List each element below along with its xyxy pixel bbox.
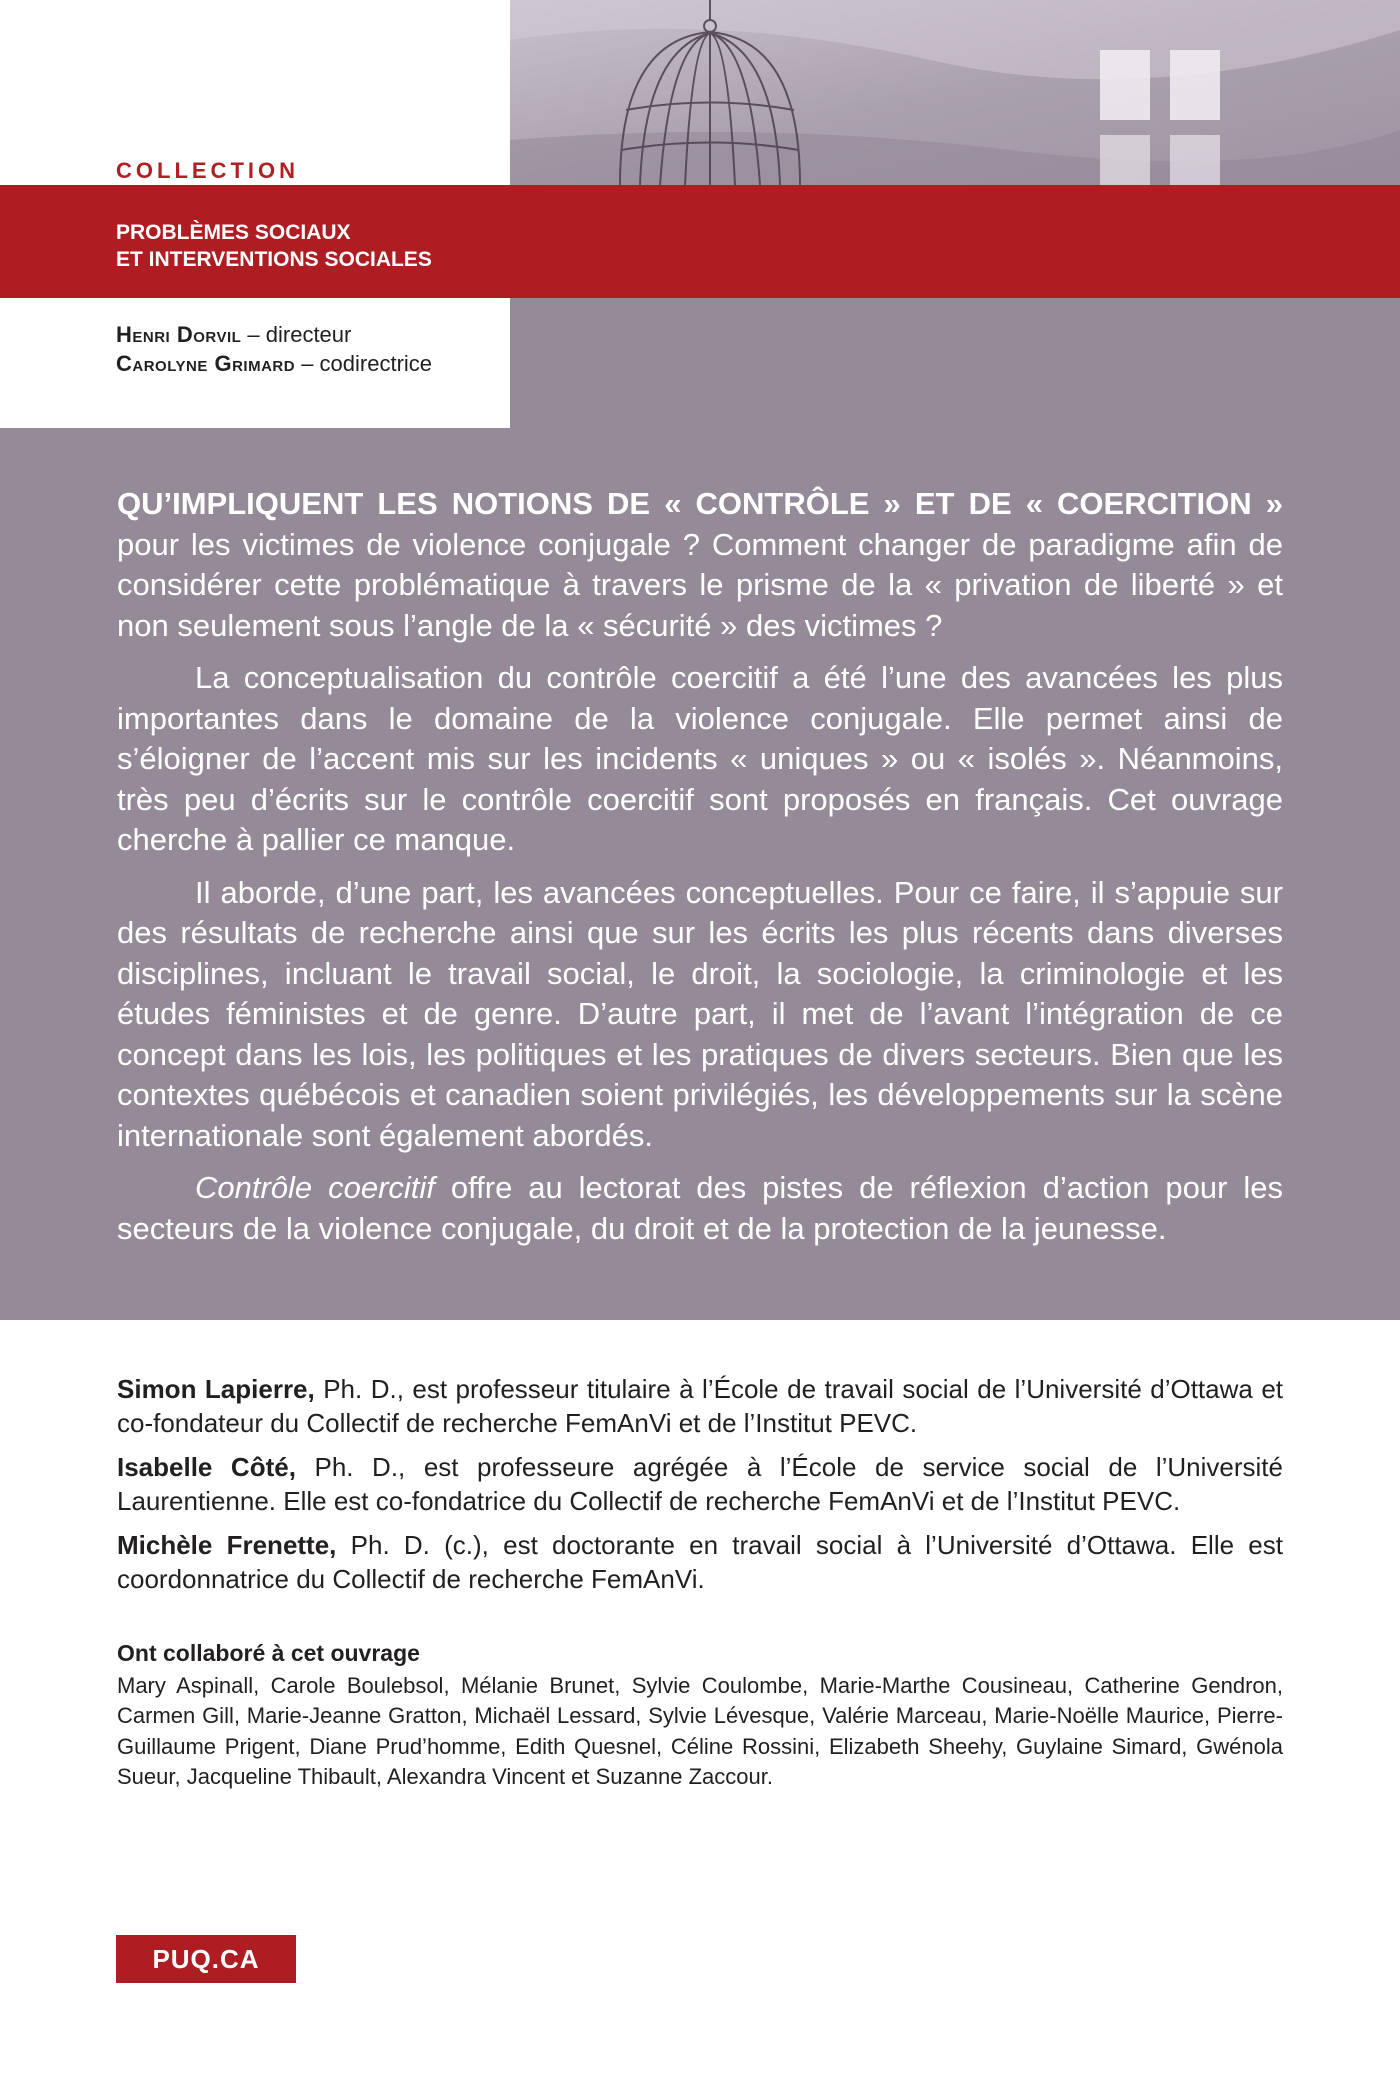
book-title-italic: Contrôle coercitif xyxy=(195,1170,435,1205)
birdcage-illustration xyxy=(510,0,1400,185)
series-title-line-1: PROBLÈMES SOCIAUX xyxy=(116,221,351,244)
author-bio: Michèle Frenette, Ph. D. (c.), est doctorante en travail social à l’Université d’Ottawa. Elle est coordonnatrice du Collectif de recherche FemAnVi. xyxy=(117,1530,1283,1594)
series-directors xyxy=(116,320,432,378)
codirector-line xyxy=(116,349,432,378)
header-gray-block xyxy=(510,298,1400,428)
collaborators-title: Ont collaboré à cet ouvrage xyxy=(117,1640,420,1666)
author-bio: Isabelle Côté, Ph. D., est professeure agrégée à l’École de service social de l’Université Laurentienne. Elle est co-fondatrice du Collectif de recherche FemAnVi et de l’Institut PEVC. xyxy=(117,1452,1283,1516)
author-name: Isabelle Côté, xyxy=(117,1452,296,1482)
description-panel xyxy=(0,428,1400,1320)
cover-artwork xyxy=(510,0,1400,185)
author-bios xyxy=(117,1372,1283,1606)
series-banner xyxy=(0,185,1400,298)
codirector-role: – codirectrice xyxy=(295,351,433,376)
description-paragraph-1: QU’IMPLIQUENT LES NOTIONS DE « CONTRÔLE » ET DE « COERCITION » pour les victimes de violence conjugale ? Comment changer de paradigme afin de considérer cette problématique à travers le prisme de la « privation de liberté » et non seulement sous l’angle de la « sécurité » des victimes ? xyxy=(117,486,1283,643)
director-name: Henri Dorvil xyxy=(116,322,242,347)
description-paragraph-2: La conceptualisation du contrôle coercitif a été l’une des avancées les plus importantes dans le domaine de la violence conjugale. Elle permet ainsi de s’éloigner de l’accent mis sur les incidents « uniques » ou « isolés ». Néanmoins, très peu d’écrits sur le contrôle coercitif sont proposés en français. Cet ouvrage cherche à pallier ce manque. xyxy=(117,660,1283,857)
author-bio: Simon Lapierre, Ph. D., est professeur titulaire à l’École de travail social de l’Université d’Ottawa et co-fondateur du Collectif de recherche FemAnVi et de l’Institut PEVC. xyxy=(117,1374,1283,1438)
collaborators-list: Mary Aspinall, Carole Boulebsol, Mélanie Brunet, Sylvie Coulombe, Marie-Marthe Cousineau, Catherine Gendron, Carmen Gill, Marie-Jeanne Gratton, Michaël Lessard, Sylvie Lévesque, Valérie Marceau, Marie-Noëlle Maurice, Pierre-Guillaume Prigent, Diane Prud’homme, Edith Quesnel, Céline Rossini, Elizabeth Sheehy, Guylaine Simard, Gwénola Sueur, Jacqueline Thibault, Alexandra Vincent et Suzanne Zaccour. xyxy=(117,1672,1283,1789)
book-description xyxy=(117,484,1283,1261)
author-name: Simon Lapierre, xyxy=(117,1374,315,1404)
publisher-site-link[interactable]: PUQ.CA xyxy=(116,1935,296,1983)
director-line xyxy=(116,320,432,349)
description-lead-question: QU’IMPLIQUENT LES NOTIONS DE « CONTRÔLE » ET DE « COERCITION » xyxy=(117,486,1283,521)
director-role: – directeur xyxy=(241,322,352,347)
description-paragraph-4: Contrôle coercitif offre au lectorat des pistes de réflexion d’action pour les secteurs de la violence conjugale, du droit et de la protection de la jeunesse. xyxy=(117,1170,1283,1246)
codirector-name: Carolyne Grimard xyxy=(116,351,296,376)
author-name: Michèle Frenette, xyxy=(117,1530,337,1560)
series-title-line-2: ET INTERVENTIONS SOCIALES xyxy=(116,248,432,271)
collaborators-section xyxy=(117,1638,1283,1793)
description-paragraph-3: Il aborde, d’une part, les avancées conceptuelles. Pour ce faire, il s’appuie sur des résultats de recherche ainsi que sur les écrits les plus récents dans diverses disciplines, incluant le travail social, le droit, la sociologie, la criminologie et les études féministes et de genre. D’autre part, il met de l’avant l’intégration de ce concept dans les lois, les politiques et les pratiques de divers secteurs. Bien que les contextes québécois et canadien soient privilégiés, les développements sur la scène internationale sont également abordés. xyxy=(117,874,1283,1153)
collection-label: COLLECTION xyxy=(116,158,299,183)
series-title xyxy=(116,219,432,273)
